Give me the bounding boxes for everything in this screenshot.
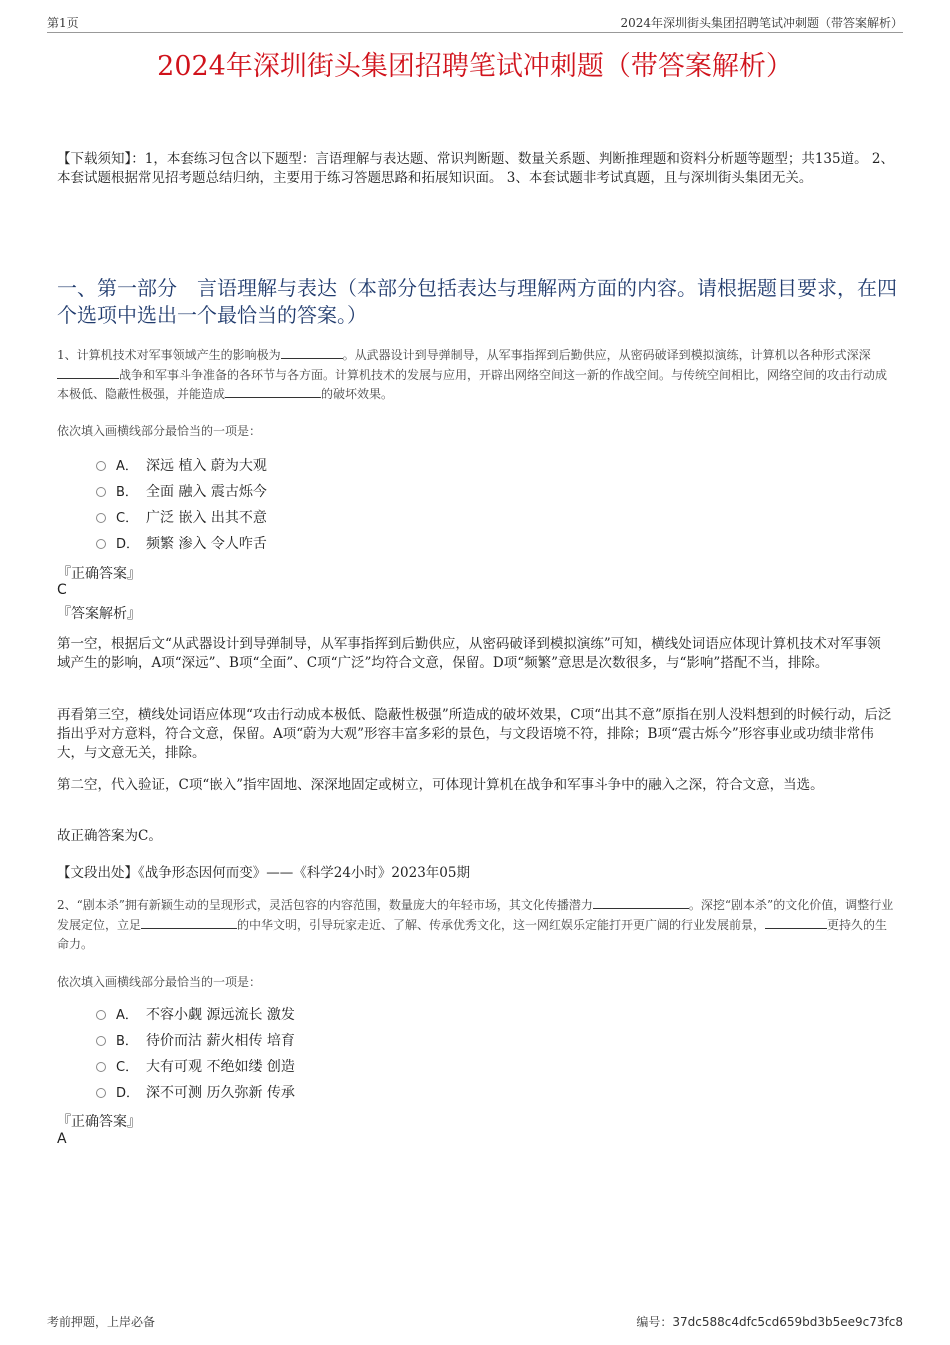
radio-icon[interactable] xyxy=(96,539,106,549)
blank-3 xyxy=(765,916,827,929)
answer-label: 『正确答案』 xyxy=(57,566,141,582)
analysis-conclusion: 故正确答案为C。 xyxy=(57,828,162,844)
question-1-instruction: 依次填入画横线部分最恰当的一项是： xyxy=(57,424,262,438)
question-1-text: 1、计算机技术对军事领域产生的影响极为 。从武器设计到导弹制导，从军事指挥到后勤供应，从密码破译到模拟演练，计算机以各种形式深深战争和军事斗争准备的各环节与各方面。计算机技术的发展与应用，开辟出网络空间这一新的作战空间。与传统空间相比，网络空间的攻击行动成本极低、隐蔽性极强，并能造成 的破坏效果。 xyxy=(57,348,888,401)
blank-2 xyxy=(141,916,237,929)
passage-source: 【文段出处】《战争形态因何而变》——《科学24小时》2023年05期 xyxy=(57,865,470,881)
analysis-paragraph-3: 第二空，代入验证，C项“嵌入”指牢固地、深深地固定或树立，可体现计算机在战争和军事斗争中的融入之深，符合文意，当选。 xyxy=(57,777,824,793)
analysis-label: 『答案解析』 xyxy=(57,606,141,622)
blank-1 xyxy=(281,346,343,359)
radio-icon[interactable] xyxy=(96,461,106,471)
footer-slogan: 考前押题，上岸必备 xyxy=(47,1315,156,1329)
document-id: 编号：37dc588c4dfc5cd659bd3b5ee9c73fc8 xyxy=(636,1315,903,1329)
analysis-paragraph-2: 再看第三空，横线处词语应体现“攻击行动成本极低、隐蔽性极强”所造成的破坏效果，C项“出其不意”原指在别人没料想到的时候行动，后泛指出乎对方意料，符合文意，保留。A项“蔚为大观”形容丰富多彩的景色，与文段语境不符，排除；B项“震古烁今”形容事业或功绩非常伟大，与文意无关，排除。 xyxy=(57,707,892,761)
correct-answer: A xyxy=(57,1131,67,1147)
page-number: 第1页 xyxy=(47,16,79,30)
option-c[interactable]: C． 广泛 嵌入 出其不意 xyxy=(96,505,267,531)
option-b[interactable]: B． 全面 融入 震古烁今 xyxy=(96,479,267,505)
radio-icon[interactable] xyxy=(96,1010,106,1020)
question-2-instruction: 依次填入画横线部分最恰当的一项是： xyxy=(57,975,262,989)
radio-icon[interactable] xyxy=(96,513,106,523)
option-b[interactable]: B． 待价而沽 薪火相传 培育 xyxy=(96,1028,295,1054)
radio-icon[interactable] xyxy=(96,487,106,497)
option-a[interactable]: A． 不容小觑 源远流长 激发 xyxy=(96,1002,295,1028)
question-2-options xyxy=(96,1002,295,1106)
blank-1 xyxy=(593,896,689,909)
answer-label: 『正确答案』 xyxy=(57,1114,141,1130)
header-doc-title: 2024年深圳街头集团招聘笔试冲刺题（带答案解析） xyxy=(620,16,903,30)
option-c[interactable]: C． 大有可观 不绝如缕 创造 xyxy=(96,1054,295,1080)
option-d[interactable]: D． 深不可测 历久弥新 传承 xyxy=(96,1080,295,1106)
section-heading: 一、第一部分 言语理解与表达（本部分包括表达与理解两方面的内容。请根据题目要求，在四个选项中选出一个最恰当的答案。） xyxy=(57,276,897,327)
option-a[interactable]: A． 深远 植入 蔚为大观 xyxy=(96,453,267,479)
blank-2 xyxy=(57,366,119,379)
question-2-text: 2、“剧本杀”拥有新颖生动的呈现形式，灵活包容的内容范围，数量庞大的年轻市场，其文化传播潜力 。深挖“剧本杀”的文化价值，调整行业发展定位，立足 的中华文明，引导玩家走近、了解、传承优秀文化，这一网红娱乐定能打开更广阔的行业发展前景， 更持久的生命力。 xyxy=(57,898,894,951)
analysis-paragraph-1: 第一空，根据后文“从武器设计到导弹制导，从军事指挥到后勤供应，从密码破译到模拟演练”可知，横线处词语应体现计算机技术对军事领域产生的影响，A项“深远”、B项“全面”、C项“广泛”均符合文意，保留。D项“频繁”意思是次数很多，与“影响”搭配不当，排除。 xyxy=(57,636,881,671)
page-header xyxy=(47,14,903,33)
option-d[interactable]: D． 频繁 渗入 令人咋舌 xyxy=(96,531,267,557)
document-title: 2024年深圳街头集团招聘笔试冲刺题（带答案解析） xyxy=(157,51,793,82)
question-1-options xyxy=(96,453,267,557)
download-notice: 【下载须知】：1，本套练习包含以下题型：言语理解与表达题、常识判断题、数量关系题、判断推理题和资料分析题等题型；共135道。 2、本套试题根据常见招考题总结归纳，主要用于练习答题思路和拓展知识面。 3、本套试题非考试真题，且与深圳街头集团无关。 xyxy=(57,151,894,186)
radio-icon[interactable] xyxy=(96,1062,106,1072)
radio-icon[interactable] xyxy=(96,1036,106,1046)
correct-answer: C xyxy=(57,582,67,598)
radio-icon[interactable] xyxy=(96,1088,106,1098)
blank-3 xyxy=(225,385,321,398)
